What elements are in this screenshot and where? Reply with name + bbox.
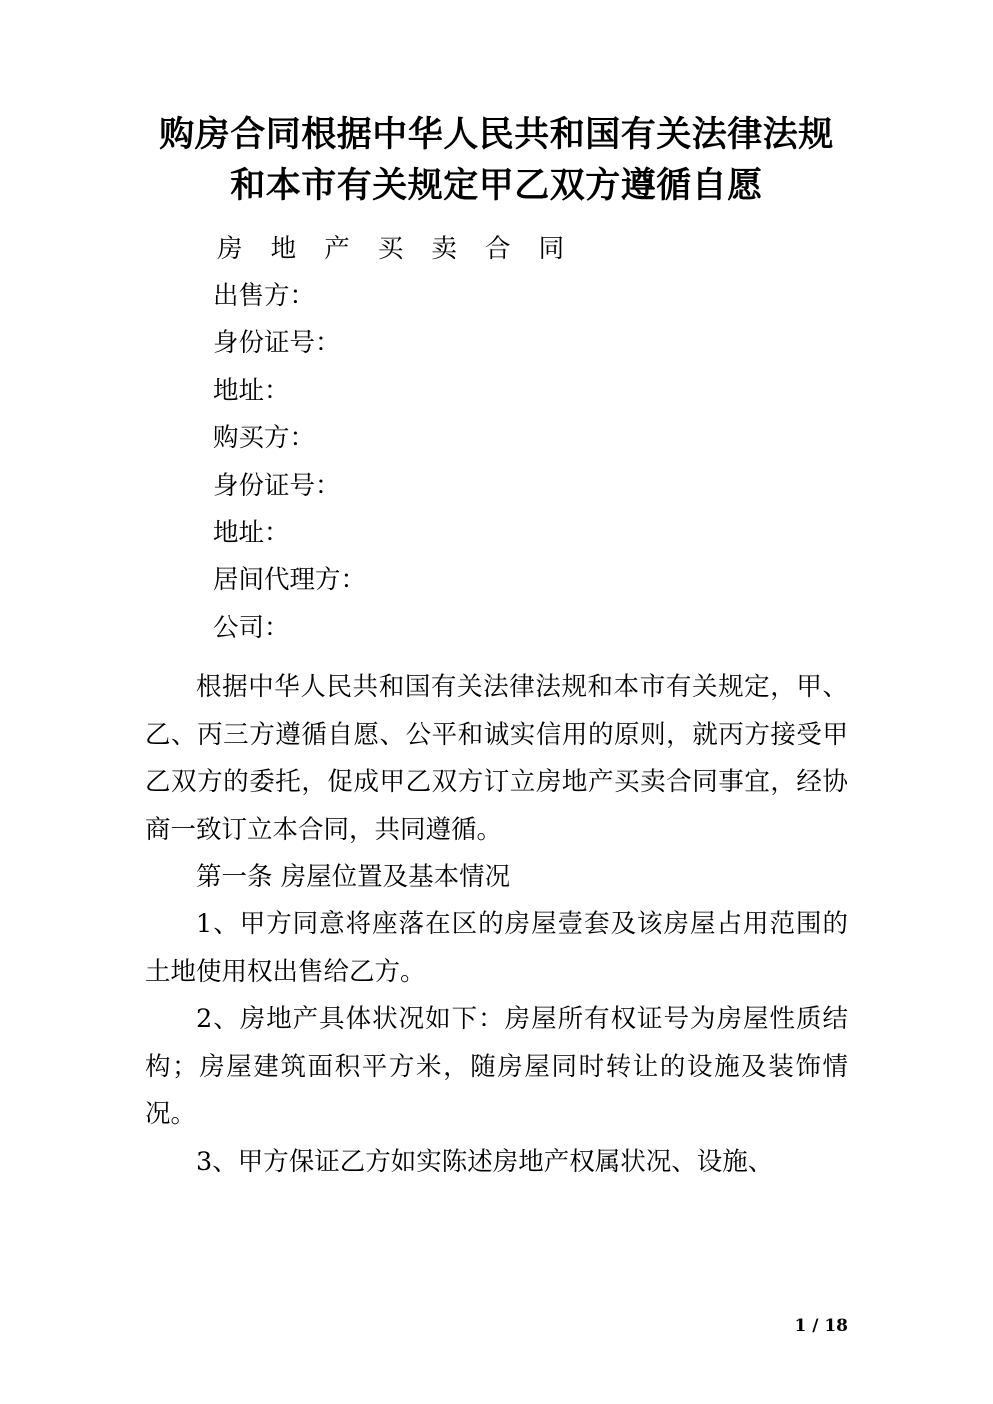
paragraph-clause-2: 2、房地产具体状况如下：房屋所有权证号为房屋性质结构；房屋建筑面积平方米，随房屋同时转让的设施及装饰情况。 (145, 1004, 848, 1130)
paragraph-clause-3: 3、甲方保证乙方如实陈述房地产权属状况、设施、 (196, 1146, 774, 1177)
field-seller-address: 地址： (213, 375, 290, 406)
field-seller: 出售方： (213, 280, 316, 311)
paragraph-clause-1: 1、甲方同意将座落在区的房屋壹套及该房屋占用范围的土地使用权出售给乙方。 (145, 909, 848, 987)
page-title: 购房合同根据中华人民共和国有关法律法规和本市有关规定甲乙双方遵循自愿 (159, 114, 834, 206)
document-body (145, 664, 848, 1186)
paragraph-preamble: 根据中华人民共和国有关法律法规和本市有关规定，甲、乙、丙三方遵循自愿、公平和诚实信用的原则，就丙方接受甲乙双方的委托，促成甲乙双方订立房地产买卖合同事宜，经协商一致订立本合同，共同遵循。 (145, 672, 848, 845)
field-agent: 居间代理方： (213, 565, 367, 596)
page-number: 1 / 18 (794, 1316, 848, 1336)
field-seller-id: 身份证号： (213, 328, 341, 359)
field-buyer-address: 地址： (213, 518, 290, 549)
field-buyer-id: 身份证号： (213, 470, 341, 501)
field-buyer: 购买方： (213, 423, 316, 454)
spacer (145, 652, 848, 664)
document-subtitle: 房 地 产 买 卖 合 同 (217, 233, 575, 264)
section-heading-article-1: 第一条 房屋位置及基本情况 (196, 861, 511, 892)
field-company: 公司： (213, 612, 290, 643)
